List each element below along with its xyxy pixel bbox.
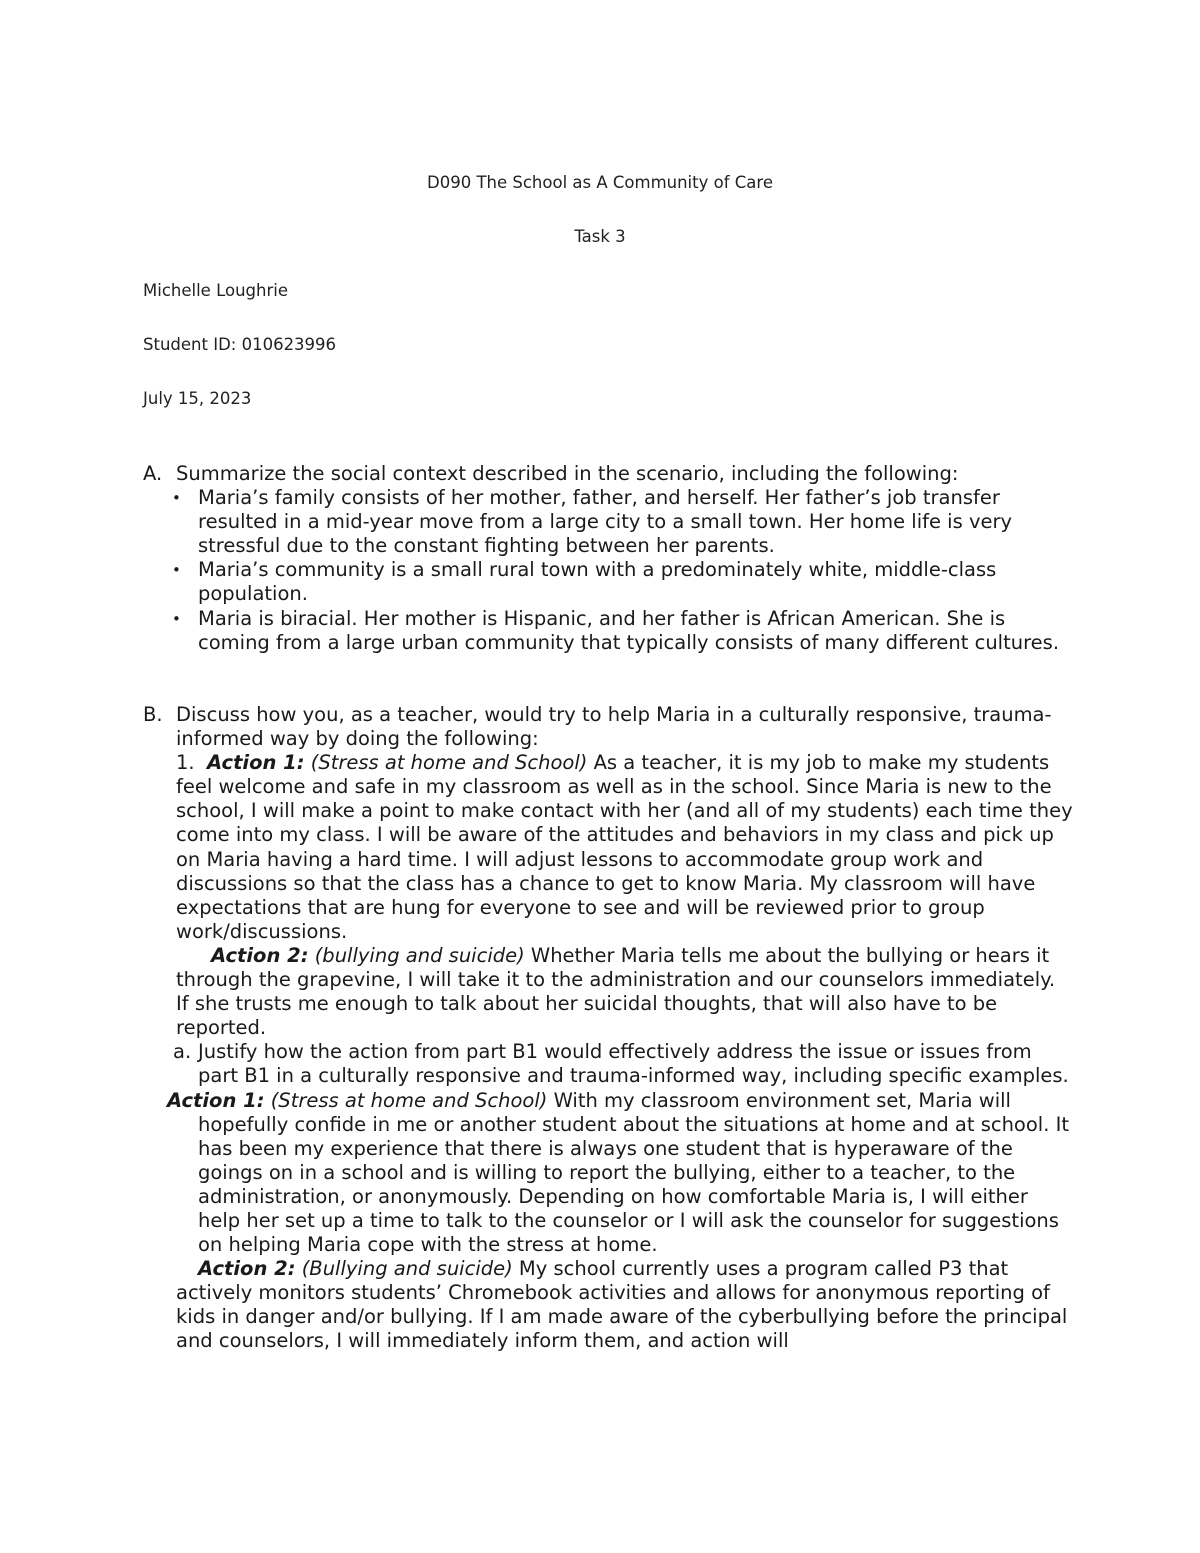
sub-item-a <box>173 1040 1073 1088</box>
justify-action-1-text: With my classroom environment set, Maria will hopefully confide in me or another student about the situations at home and at school. It has been my experience that there is always one student that is hyperaware of the goings on in a school and is willing to report the bullying, either to a teacher, to the administration, or anonymously. Depending on how comfortable Maria is, I will either help her set up a time to talk to the counselor or I will ask the counselor for suggestions on helping Maria cope with the stress at home. <box>198 1088 1070 1257</box>
action-1-topic: (Stress at home and School) <box>310 751 588 775</box>
justify-action-1-paragraph <box>167 1088 1073 1258</box>
bullet-icon: • <box>172 561 181 580</box>
justify-action-2-topic: (Bullying and suicide) <box>301 1257 513 1281</box>
list-item <box>172 558 1073 606</box>
justify-action-1-topic: (Stress at home and School) <box>270 1088 548 1112</box>
section-a-letter: A. <box>143 462 163 485</box>
date: July 15, 2023 <box>143 389 252 408</box>
section-b-letter: B. <box>143 703 163 726</box>
action-1-paragraph <box>176 751 1073 944</box>
section-b <box>143 703 1073 1354</box>
list-item <box>172 486 1073 558</box>
action-1-label: Action 1: <box>207 751 305 775</box>
sub-item-a-mark: a. <box>173 1040 192 1064</box>
section-a <box>143 462 1073 655</box>
section-b-heading: Discuss how you, as a teacher, would try to help Maria in a culturally responsive, trauma-informed way by doing the following: <box>176 703 1052 751</box>
task-label: Task 3 <box>574 227 626 246</box>
justify-action-1-label: Action 1: <box>167 1088 265 1112</box>
section-a-heading: Summarize the social context described in the scenario, including the following: <box>176 462 959 485</box>
action-2-text: Whether Maria tells me about the bullying or hears it through the grapevine, I will take it to the administration and our counselors immediately. If she trusts me enough to talk about her suicidal thoughts, that will also have to be reported. <box>176 943 1056 1040</box>
justify-action-2-paragraph <box>176 1257 1073 1353</box>
action-2-topic: (bullying and suicide) <box>314 943 525 967</box>
action-2-paragraph <box>176 944 1073 1040</box>
justify-action-2-label: Action 2: <box>198 1257 296 1281</box>
action-2-label: Action 2: <box>211 943 309 967</box>
bullet-icon: • <box>172 489 181 508</box>
author-name: Michelle Loughrie <box>143 281 288 300</box>
justify-action-2-text: My school currently uses a program called P3 that actively monitors students’ Chromebook activities and allows for anonymous reporting of kids in danger and/or bullying. If I am made aware of the cyberbullying before the principal and counselors, I will immediately inform them, and action will <box>176 1257 1068 1353</box>
list-item <box>172 606 1073 655</box>
sub-item-a-text: Justify how the action from part B1 would effectively address the issue or issues from part B1 in a culturally responsive and trauma-informed way, including specific examples. <box>198 1040 1069 1088</box>
document-title: D090 The School as A Community of Care <box>427 173 773 192</box>
bullet-text: Maria’s community is a small rural town with a predominately white, middle-class population. <box>198 558 997 606</box>
item-number: 1. <box>176 751 195 775</box>
bullet-text: Maria’s family consists of her mother, father, and herself. Her father’s job transfer resulted in a mid-year move from a large city to a small town. Her home life is very stressful due to the constant fighting between her parents. <box>198 486 1013 558</box>
bullet-text: Maria is biracial. Her mother is Hispanic, and her father is African American. She is coming from a large urban community that typically consists of many different cultures. <box>198 606 1060 654</box>
bullet-icon: • <box>172 609 181 628</box>
action-1-text: As a teacher, it is my job to make my students feel welcome and safe in my classroom as well as in the school. Since Maria is new to the school, I will make a point to make contact with her (and all of my students) each time they come into my class. I will be aware of the attitudes and behaviors in my class and pick up on Maria having a hard time. I will adjust lessons to accommodate group work and discussions so that the class has a chance to get to know Maria. My classroom will have expectations that are hung for everyone to see and will be reviewed prior to group work/discussions. <box>176 751 1073 943</box>
section-a-bullet-list <box>143 486 1073 655</box>
student-id: Student ID: 010623996 <box>143 335 337 354</box>
